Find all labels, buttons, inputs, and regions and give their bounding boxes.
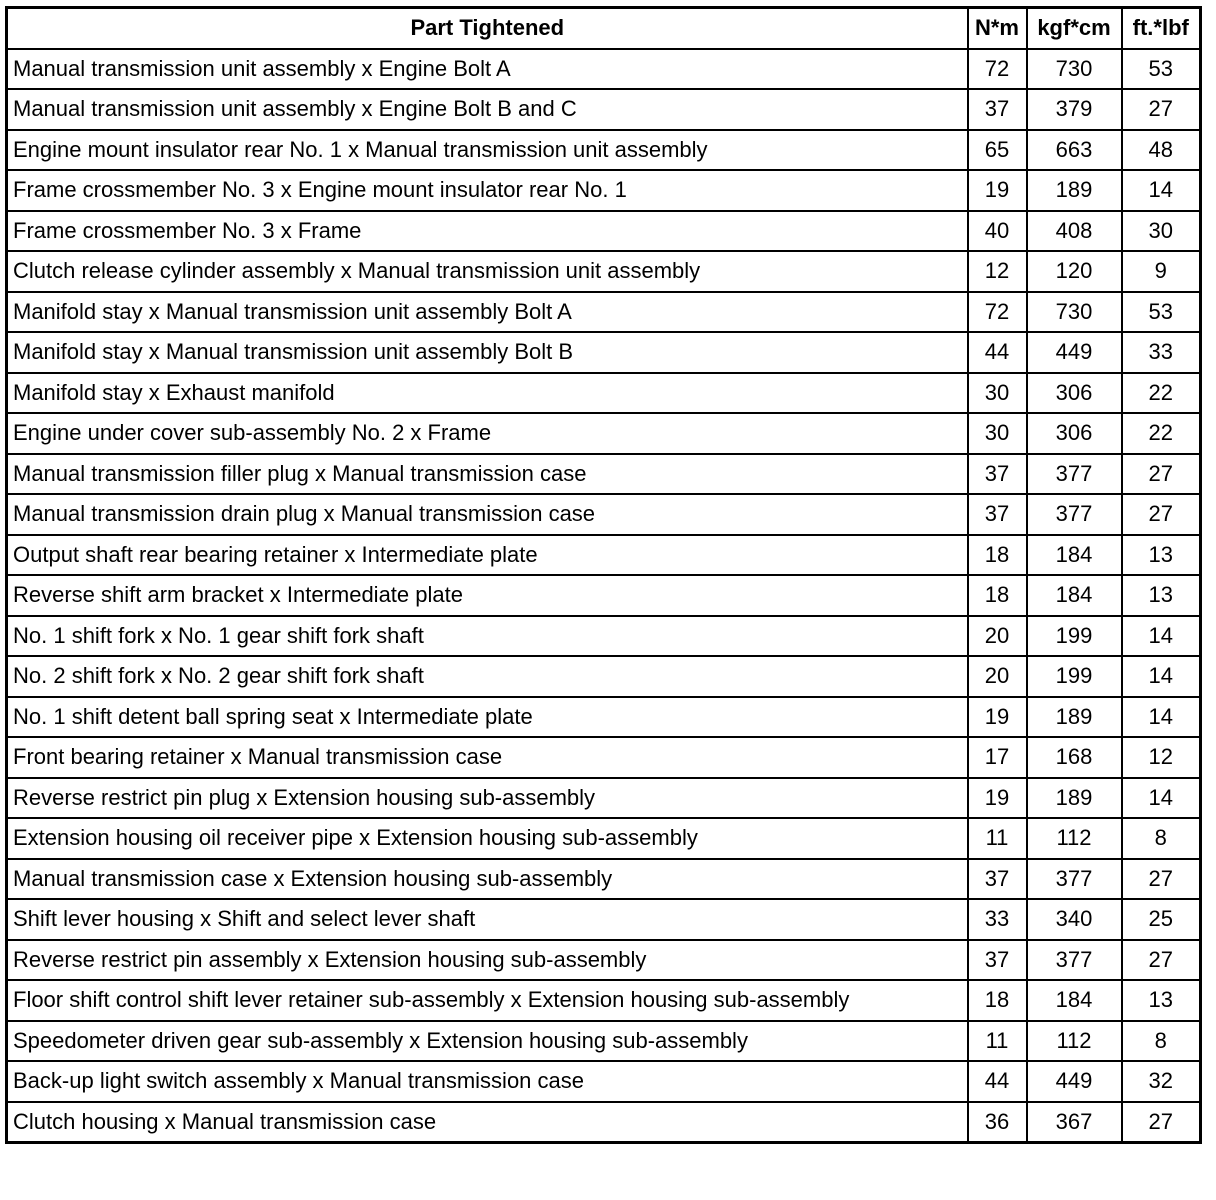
table-row: [7, 778, 1201, 819]
cell-ft-lbf: 33: [1122, 332, 1201, 373]
cell-part-tightened: Shift lever housing x Shift and select lever shaft: [7, 899, 968, 940]
cell-ft-lbf: 27: [1122, 1102, 1201, 1143]
cell-part-tightened: No. 1 shift detent ball spring seat x Intermediate plate: [7, 697, 968, 738]
table-row: [7, 292, 1201, 333]
cell-kgf-cm: 377: [1027, 494, 1122, 535]
cell-ft-lbf: 14: [1122, 656, 1201, 697]
cell-ft-lbf: 32: [1122, 1061, 1201, 1102]
table-row: [7, 332, 1201, 373]
table-row: [7, 454, 1201, 495]
cell-kgf-cm: 112: [1027, 818, 1122, 859]
cell-ft-lbf: 12: [1122, 737, 1201, 778]
cell-nm: 33: [968, 899, 1027, 940]
cell-nm: 37: [968, 494, 1027, 535]
cell-kgf-cm: 306: [1027, 413, 1122, 454]
cell-ft-lbf: 13: [1122, 575, 1201, 616]
cell-ft-lbf: 8: [1122, 1021, 1201, 1062]
cell-ft-lbf: 30: [1122, 211, 1201, 252]
cell-part-tightened: Clutch release cylinder assembly x Manual transmission unit assembly: [7, 251, 968, 292]
cell-kgf-cm: 112: [1027, 1021, 1122, 1062]
cell-nm: 18: [968, 980, 1027, 1021]
table-body: [7, 49, 1201, 1143]
cell-nm: 18: [968, 575, 1027, 616]
cell-nm: 44: [968, 1061, 1027, 1102]
cell-ft-lbf: 14: [1122, 697, 1201, 738]
cell-kgf-cm: 377: [1027, 940, 1122, 981]
cell-nm: 37: [968, 859, 1027, 900]
table-row: [7, 737, 1201, 778]
cell-kgf-cm: 663: [1027, 130, 1122, 171]
cell-nm: 19: [968, 778, 1027, 819]
table-row: [7, 251, 1201, 292]
cell-ft-lbf: 14: [1122, 778, 1201, 819]
cell-kgf-cm: 184: [1027, 980, 1122, 1021]
table-row: [7, 130, 1201, 171]
cell-kgf-cm: 168: [1027, 737, 1122, 778]
table-row: [7, 49, 1201, 90]
cell-ft-lbf: 53: [1122, 49, 1201, 90]
table-row: [7, 494, 1201, 535]
cell-part-tightened: Manual transmission drain plug x Manual transmission case: [7, 494, 968, 535]
table-row: [7, 697, 1201, 738]
cell-part-tightened: Extension housing oil receiver pipe x Extension housing sub-assembly: [7, 818, 968, 859]
cell-kgf-cm: 120: [1027, 251, 1122, 292]
cell-part-tightened: No. 1 shift fork x No. 1 gear shift fork shaft: [7, 616, 968, 657]
cell-ft-lbf: 27: [1122, 940, 1201, 981]
table-row: [7, 373, 1201, 414]
cell-part-tightened: Manifold stay x Manual transmission unit assembly Bolt A: [7, 292, 968, 333]
cell-kgf-cm: 184: [1027, 575, 1122, 616]
cell-part-tightened: Frame crossmember No. 3 x Frame: [7, 211, 968, 252]
cell-nm: 11: [968, 818, 1027, 859]
cell-nm: 44: [968, 332, 1027, 373]
cell-part-tightened: Manifold stay x Exhaust manifold: [7, 373, 968, 414]
cell-part-tightened: Frame crossmember No. 3 x Engine mount insulator rear No. 1: [7, 170, 968, 211]
cell-kgf-cm: 189: [1027, 778, 1122, 819]
cell-ft-lbf: 9: [1122, 251, 1201, 292]
cell-kgf-cm: 199: [1027, 616, 1122, 657]
cell-nm: 37: [968, 89, 1027, 130]
cell-nm: 20: [968, 616, 1027, 657]
cell-part-tightened: Manifold stay x Manual transmission unit assembly Bolt B: [7, 332, 968, 373]
cell-kgf-cm: 184: [1027, 535, 1122, 576]
cell-part-tightened: Speedometer driven gear sub-assembly x Extension housing sub-assembly: [7, 1021, 968, 1062]
cell-kgf-cm: 306: [1027, 373, 1122, 414]
table-row: [7, 616, 1201, 657]
cell-ft-lbf: 22: [1122, 413, 1201, 454]
header-nm: N*m: [968, 8, 1027, 49]
cell-part-tightened: Manual transmission case x Extension housing sub-assembly: [7, 859, 968, 900]
cell-nm: 17: [968, 737, 1027, 778]
cell-nm: 11: [968, 1021, 1027, 1062]
cell-ft-lbf: 22: [1122, 373, 1201, 414]
table-row: [7, 535, 1201, 576]
cell-part-tightened: No. 2 shift fork x No. 2 gear shift fork shaft: [7, 656, 968, 697]
table-row: [7, 859, 1201, 900]
header-ft-lbf: ft.*lbf: [1122, 8, 1201, 49]
cell-nm: 36: [968, 1102, 1027, 1143]
cell-nm: 72: [968, 49, 1027, 90]
header-kgf-cm: kgf*cm: [1027, 8, 1122, 49]
header-row: [7, 8, 1201, 49]
cell-part-tightened: Engine under cover sub-assembly No. 2 x Frame: [7, 413, 968, 454]
cell-nm: 72: [968, 292, 1027, 333]
cell-kgf-cm: 199: [1027, 656, 1122, 697]
cell-nm: 37: [968, 940, 1027, 981]
cell-part-tightened: Front bearing retainer x Manual transmission case: [7, 737, 968, 778]
cell-part-tightened: Clutch housing x Manual transmission case: [7, 1102, 968, 1143]
cell-kgf-cm: 408: [1027, 211, 1122, 252]
header-part-tightened: Part Tightened: [7, 8, 968, 49]
cell-part-tightened: Reverse restrict pin assembly x Extension housing sub-assembly: [7, 940, 968, 981]
cell-kgf-cm: 367: [1027, 1102, 1122, 1143]
cell-part-tightened: Manual transmission unit assembly x Engine Bolt B and C: [7, 89, 968, 130]
cell-nm: 40: [968, 211, 1027, 252]
torque-specification-table: [5, 6, 1202, 1144]
cell-kgf-cm: 340: [1027, 899, 1122, 940]
cell-part-tightened: Back-up light switch assembly x Manual transmission case: [7, 1061, 968, 1102]
table-row: [7, 1061, 1201, 1102]
cell-ft-lbf: 14: [1122, 170, 1201, 211]
cell-part-tightened: Engine mount insulator rear No. 1 x Manual transmission unit assembly: [7, 130, 968, 171]
cell-kgf-cm: 449: [1027, 1061, 1122, 1102]
table-row: [7, 89, 1201, 130]
cell-part-tightened: Reverse shift arm bracket x Intermediate plate: [7, 575, 968, 616]
table-row: [7, 211, 1201, 252]
table-row: [7, 899, 1201, 940]
cell-kgf-cm: 379: [1027, 89, 1122, 130]
cell-kgf-cm: 377: [1027, 859, 1122, 900]
table-row: [7, 656, 1201, 697]
cell-kgf-cm: 189: [1027, 697, 1122, 738]
cell-ft-lbf: 13: [1122, 980, 1201, 1021]
cell-part-tightened: Floor shift control shift lever retainer sub-assembly x Extension housing sub-assembly: [7, 980, 968, 1021]
table-row: [7, 940, 1201, 981]
cell-ft-lbf: 27: [1122, 859, 1201, 900]
table-row: [7, 818, 1201, 859]
cell-ft-lbf: 53: [1122, 292, 1201, 333]
cell-ft-lbf: 14: [1122, 616, 1201, 657]
cell-nm: 37: [968, 454, 1027, 495]
cell-kgf-cm: 730: [1027, 292, 1122, 333]
cell-ft-lbf: 25: [1122, 899, 1201, 940]
cell-kgf-cm: 730: [1027, 49, 1122, 90]
cell-ft-lbf: 27: [1122, 494, 1201, 535]
cell-kgf-cm: 377: [1027, 454, 1122, 495]
cell-kgf-cm: 189: [1027, 170, 1122, 211]
cell-nm: 19: [968, 697, 1027, 738]
table-row: [7, 1021, 1201, 1062]
cell-nm: 19: [968, 170, 1027, 211]
cell-part-tightened: Manual transmission unit assembly x Engine Bolt A: [7, 49, 968, 90]
table-row: [7, 413, 1201, 454]
table-row: [7, 1102, 1201, 1143]
cell-nm: 20: [968, 656, 1027, 697]
cell-kgf-cm: 449: [1027, 332, 1122, 373]
cell-ft-lbf: 27: [1122, 454, 1201, 495]
cell-ft-lbf: 13: [1122, 535, 1201, 576]
cell-nm: 65: [968, 130, 1027, 171]
cell-part-tightened: Reverse restrict pin plug x Extension housing sub-assembly: [7, 778, 968, 819]
cell-part-tightened: Manual transmission filler plug x Manual transmission case: [7, 454, 968, 495]
cell-ft-lbf: 48: [1122, 130, 1201, 171]
cell-part-tightened: Output shaft rear bearing retainer x Intermediate plate: [7, 535, 968, 576]
table-row: [7, 575, 1201, 616]
cell-ft-lbf: 27: [1122, 89, 1201, 130]
cell-nm: 30: [968, 373, 1027, 414]
cell-nm: 18: [968, 535, 1027, 576]
cell-ft-lbf: 8: [1122, 818, 1201, 859]
cell-nm: 30: [968, 413, 1027, 454]
table-row: [7, 170, 1201, 211]
cell-nm: 12: [968, 251, 1027, 292]
table-row: [7, 980, 1201, 1021]
